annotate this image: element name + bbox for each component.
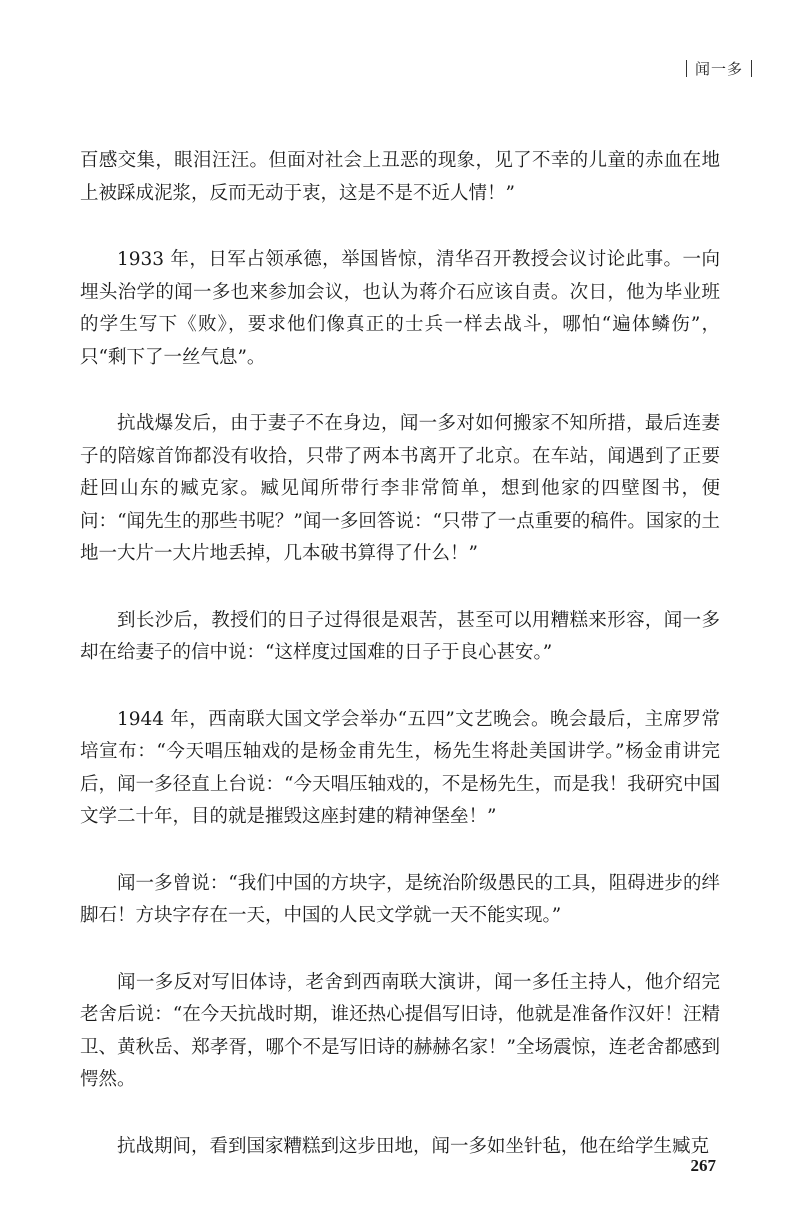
page-number: 267	[690, 1156, 716, 1175]
running-header	[678, 58, 760, 79]
paragraph-continuation: 百感交集，眼泪汪汪。但面对社会上丑恶的现象，见了不幸的儿童的赤血在地上被踩成泥浆，反而无动于衷，这是不是不近人情！”	[80, 150, 720, 204]
running-title: 闻一多	[694, 60, 743, 78]
paragraph: 1933 年，日军占领承德，举国皆惊，清华召开教授会议讨论此事。一向埋头治学的闻一多也来参加会议，也认为蒋介石应该自责。次日，他为毕业班的学生写下《败》，要求他们像真正的士兵一样去战斗，哪怕“遍体鳞伤”，只“剩下了一丝气息”。	[80, 249, 720, 368]
paragraph: 闻一多反对写旧体诗，老舍到西南联大演讲，闻一多任主持人，他介绍完老舍后说：“在今天抗战时期，谁还热心提倡写旧诗，他就是准备作汉奸！汪精卫、黄秋岳、郑孝胥，哪个不是写旧诗的赫赫名家！”全场震惊，连老舍都感到愕然。	[80, 971, 720, 1090]
header-divider-right	[751, 60, 752, 77]
header-divider-left	[686, 60, 687, 77]
paragraph: 抗战爆发后，由于妻子不在身边，闻一多对如何搬家不知所措，最后连妻子的陪嫁首饰都没有收拾，只带了两本书离开了北京。在车站，闻遇到了正要赶回山东的臧克家。臧见闻所带行李非常简单，想到他家的四壁图书，便问：“闻先生的那些书呢？”闻一多回答说：“只带了一点重要的稿件。国家的土地一大片一大片地丢掉，几本破书算得了什么！”	[80, 413, 720, 564]
paragraph: 抗战期间，看到国家糟糕到这步田地，闻一多如坐针毡，他在给学生臧克	[117, 1135, 710, 1157]
body-text	[80, 145, 720, 1197]
paragraph: 到长沙后，教授们的日子过得很是艰苦，甚至可以用糟糕来形容，闻一多却在给妻子的信中说：“这样度过国难的日子于良心甚安。”	[80, 609, 720, 663]
paragraph: 1944 年，西南联大国文学会举办“五四”文艺晚会。晚会最后，主席罗常培宣布：“今天唱压轴戏的是杨金甫先生，杨先生将赴美国讲学。”杨金甫讲完后，闻一多径直上台说：“今天唱压轴戏的，不是杨先生，而是我！我研究中国文学二十年，目的就是摧毁这座封建的精神堡垒！”	[80, 708, 720, 827]
paragraph: 闻一多曾说：“我们中国的方块字，是统治阶级愚民的工具，阻碍进步的绊脚石！方块字存在一天，中国的人民文学就一天不能实现。”	[80, 872, 720, 926]
